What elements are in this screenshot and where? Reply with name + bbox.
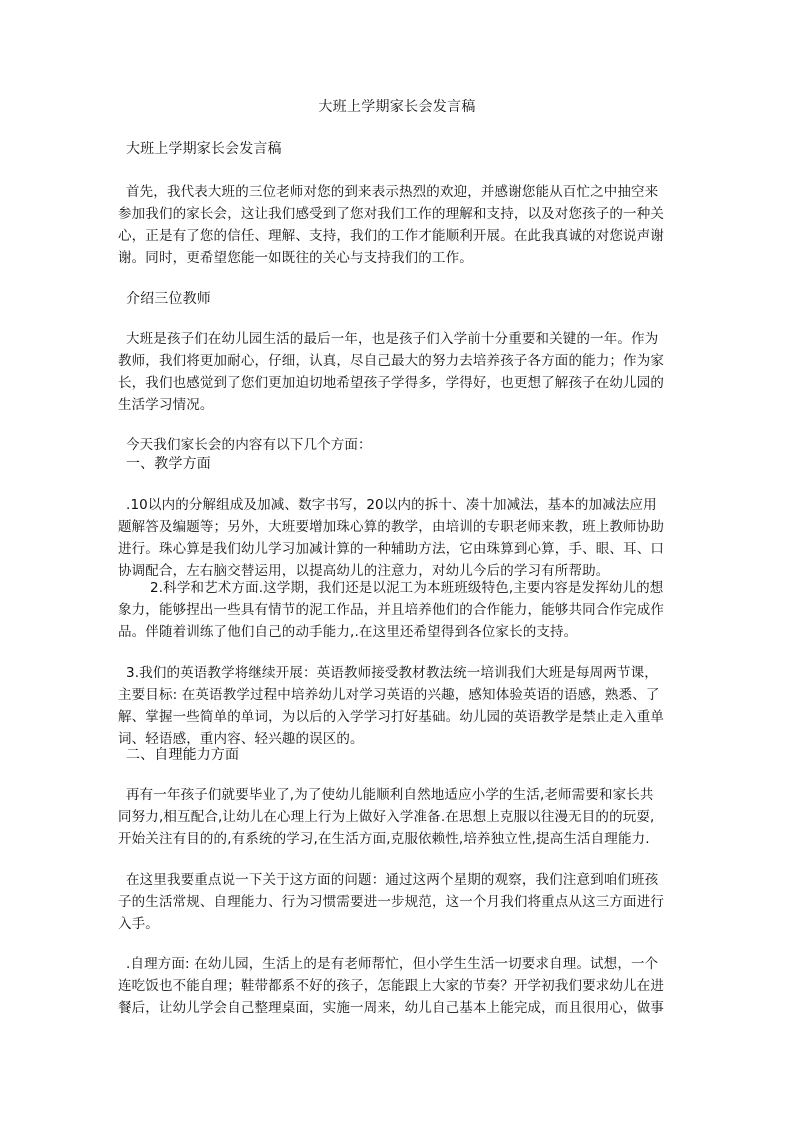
intro-line-1: 首先，我代表大班的三位老师对您的到来表示热烈的欢迎，并感谢您能从百忙之中抽空来 [126,184,659,200]
teaching-1-line-2: 题解答及编题等；另外，大班要增加珠心算的教学，由培训的专职老师来教，班上教师协助 [118,519,664,535]
section-one-heading: 一、教学方面 [126,456,211,472]
teaching-3-line-2: 主要目标: 在英语教学过程中培养幼儿对学习英语的兴趣，感知体验英语的语感，熟悉、了 [118,687,660,703]
selfcare-3-line-1: .自理方面: 在幼儿园，生活上的是有老师帮忙，但小学生生活一切要求自理。试想，一个 [126,956,659,972]
selfcare-2-line-1: 在这里我要重点说一下关于这方面的问题：通过这两个星期的观察，我们注意到咱们班孩 [126,872,659,888]
selfcare-1-line-2: 同努力,相互配合,让幼儿在心理上行为上做好入学准备.在思想上克服以往漫无目的的玩耍, [118,809,655,825]
document-subtitle: 大班上学期家长会发言稿 [126,141,282,157]
selfcare-3-line-2: 连吃饭也不能自理；鞋带都系不好的孩子，怎能跟上大家的节奏？开学初我们要求幼儿在进 [118,978,664,994]
teaching-3-line-1: 3.我们的英语教学将继续开展：英语教师接受教材教法统一培训我们大班是每周两节课， [126,665,658,681]
teaching-1-line-1: .10以内的分解组成及加减、数字书写，20以内的拆十、凑十加减法，基本的加减法应用 [126,497,657,513]
selfcare-1-line-1: 再有一年孩子们就要毕业了,为了使幼儿能顺利自然地适应小学的生活,老师需要和家长共 [126,787,654,803]
teachers-line-1: 大班是孩子们在幼儿园生活的最后一年，也是孩子们入学前十分重要和关键的一年。作为 [126,331,659,347]
teaching-2-line-3: 品。伴随着训练了他们自己的动手能力,.在这里还希望得到各位家长的支持。 [118,624,578,640]
intro-line-3: 心，正是有了您的信任、理解、支持，我们的工作才能顺利开展。在此我真诚的对您说声谢 [118,228,664,244]
agenda-intro: 今天我们家长会的内容有以下几个方面： [126,437,372,453]
intro-line-2: 参加我们的家长会，这让我们感受到了您对我们工作的理解和支持，以及对您孩子的一种关 [118,206,664,222]
teaching-3-line-4: 词、轻语感，重内容、轻兴趣的误区的。 [118,731,364,747]
selfcare-2-line-3: 入手。 [118,916,159,932]
teaching-1-line-3: 进行。珠心算是我们幼儿学习加减计算的一种辅助方法，它由珠算到心算，手、眼、耳、口 [118,541,664,557]
document-title: 大班上学期家长会发言稿 [318,99,476,115]
selfcare-3-line-3: 餐后，让幼儿学会自己整理桌面，实施一周来，幼儿自己基本上能完成，而且很用心，做事 [118,1000,664,1016]
section-teachers-heading: 介绍三位教师 [126,291,211,307]
selfcare-1-line-3: 开始关注有目的的,有系统的学习,在生活方面,克服依赖性,培养独立性,提高生活自理能力. [118,831,650,847]
selfcare-2-line-2: 子的生活常规、自理能力、行为习惯需要进一步规范，这一个月我们将重点从这三方面进行 [118,894,664,910]
teaching-1-line-4: 协调配合，左右脑交替运用，以提高幼儿的注意力，对幼儿今后的学习有所帮助。 [118,563,610,579]
teachers-line-4: 生活学习情况。 [118,397,214,413]
teaching-2-line-1: 2.科学和艺术方面.这学期，我们还是以泥工为本班班级特色,主要内容是发挥幼儿的想 [150,580,664,596]
teaching-2-line-2: 象力，能够捏出一些具有情节的泥工作品，并且培养他们的合作能力，能够共同合作完成作 [118,602,664,618]
teaching-3-line-3: 解、掌握一些简单的单词，为以后的入学学习打好基础。幼儿园的英语教学是禁止走入重单 [118,709,664,725]
teachers-line-2: 教师，我们将更加耐心，仔细，认真，尽自己最大的努力去培养孩子各方面的能力；作为家 [118,353,664,369]
intro-line-4: 谢。同时，更希望您能一如既往的关心与支持我们的工作。 [118,250,473,266]
section-two-heading: 二、自理能力方面 [126,747,240,763]
teachers-line-3: 长，我们也感觉到了您们更加迫切地希望孩子学得多，学得好，也更想了解孩子在幼儿园的 [118,375,664,391]
